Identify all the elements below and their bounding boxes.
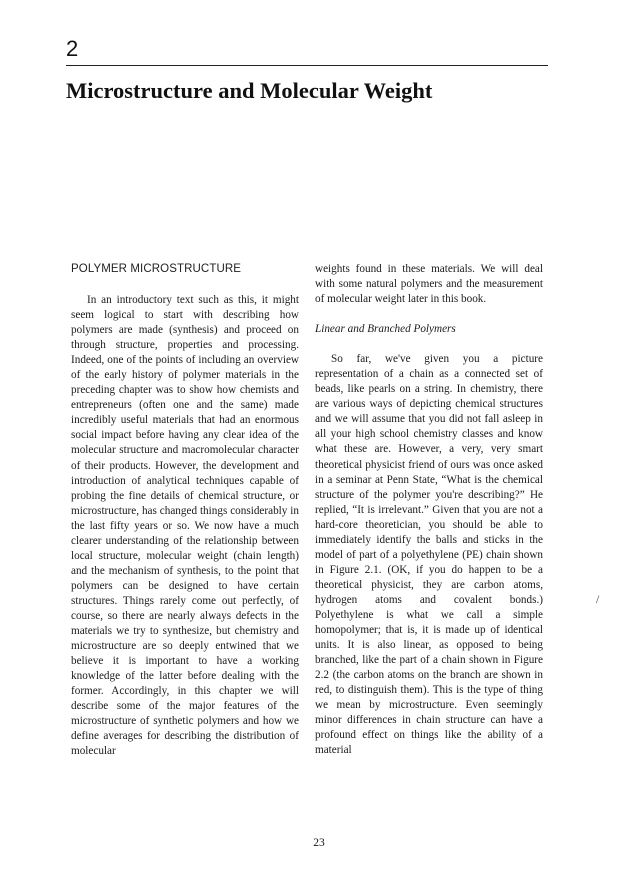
margin-tick-mark: /	[596, 592, 600, 606]
subsection-heading: Linear and Branched Polymers	[315, 323, 456, 336]
section-heading: POLYMER MICROSTRUCTURE	[71, 263, 242, 275]
body-paragraph: In an introductory text such as this, it might seem logical to start with describing how polymers are made (synthesis) and proceed on through structure, properties and processing. Indeed, one of the points of including an overview of the early history of polymer materials in the preceding chapter was to show how chemists and entrepreneurs (often one and the same) made incredibly useful materials that had an enormous social impact before having any clear idea of the molecular structure and macromolecular character of their products. However, the development and introduction of analytical techniques capable of probing the fine details of chemical structure, or microstructure, has changed things considerably in the last fifty years or so. We now have a much clearer understanding of the relationship between local structure, molecular weight (chain length) and the mechanism of synthesis, to the point that polymers can be designed to have certain structures. Things rarely come out perfectly, of course, so there are nearly always defects in the materials we try to synthesize, but chemistry and microstructure are so deeply entwined that we believe it is important to have a working knowledge of the latter before dealing with the former. Accordingly, in this chapter we will describe some of the major features of the microstructure of synthetic polymers and how we define averages for describing the distribution of molecular	[71, 294, 299, 758]
chapter-number: 2	[66, 36, 79, 61]
chapter-rule	[66, 65, 548, 66]
left-column	[71, 262, 299, 759]
continued-paragraph: weights found in these materials. We will deal with some natural polymers and the measurement of molecular weight later in this book.	[315, 263, 543, 306]
chapter-title: Microstructure and Molecular Weight	[66, 78, 433, 103]
body-paragraph: So far, we've given you a picture representation of a chain as a connected set of beads, like pearls on a string. In chemistry, there are various ways of depicting chemical structures and we will assume that you did not fall asleep in all your high school chemistry classes and know what these are. However, a very, very smart theoretical physicist friend of ours was once asked in a seminar at Penn State, “What is the chemical structure of the polymer you're describing?” He replied, “It is irrelevant.” Given that you are not a hard-core theoretician, you should be able to immediately identify the balls and sticks in the model of part of a polyethylene (PE) chain shown in Figure 2.1. (OK, if you do happen to be a theoretical physicist, they are carbon atoms, hydrogen atoms and covalent bonds.) Polyethylene is what we call a simple homopolymer; that is, it is made up of identical units. It is also linear, as opposed to being branched, like the part of a chain shown in Figure 2.2 (the carbon atoms on the branch are shown in red, to distinguish them). This is the type of thing we mean by microstructure. Even seemingly minor differences in chain structure can have a profound effect on things like the ability of a material	[315, 353, 543, 757]
page-number: 23	[313, 837, 325, 849]
right-column	[315, 262, 543, 758]
